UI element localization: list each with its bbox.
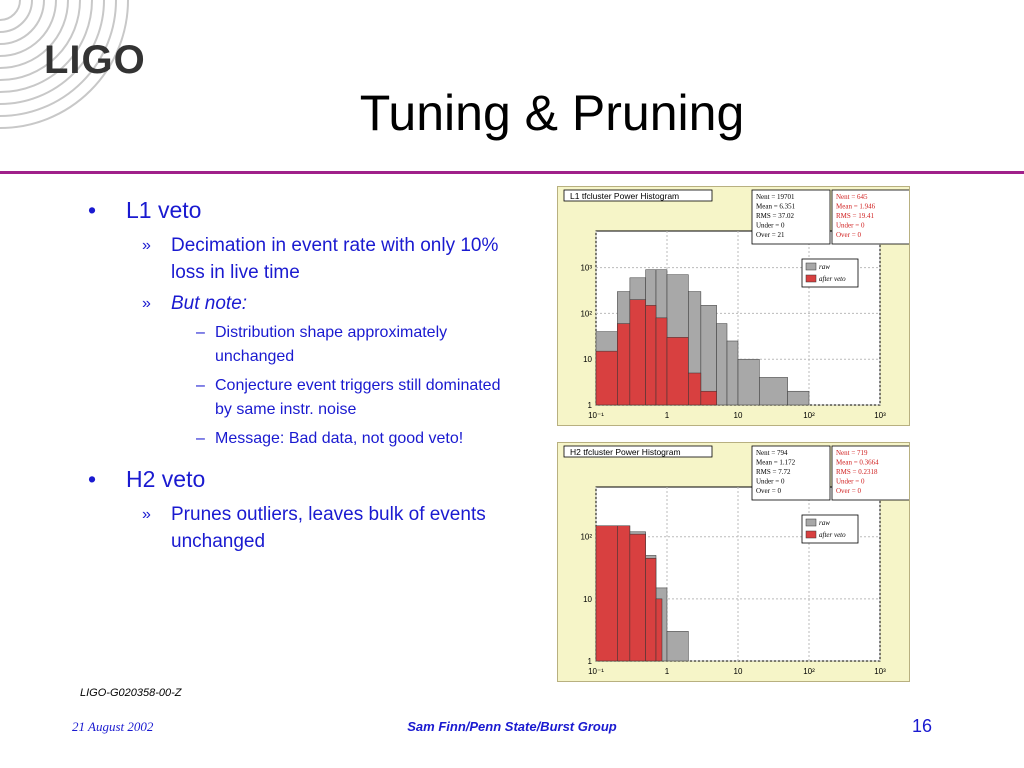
- bullet-text: H2 veto: [126, 466, 206, 492]
- stats-line: Mean = 1.172: [756, 458, 796, 467]
- histogram-bar: [646, 305, 656, 405]
- page-number: 16: [912, 716, 933, 736]
- bullet-text: Message: Bad data, not good veto!: [215, 430, 464, 447]
- x-tick-label: 10²: [803, 667, 815, 676]
- stats-line: Over = 0: [836, 231, 861, 239]
- bullet-text: Decimation in event rate with only 10% loss in live time: [171, 235, 499, 283]
- y-tick-label: 10³: [580, 263, 592, 273]
- x-tick-label: 1: [664, 667, 670, 676]
- bullet-marker: •: [88, 197, 97, 223]
- bullet-item: [80, 465, 510, 493]
- stats-line: Under = 0: [756, 477, 785, 486]
- x-tick-label: 10: [733, 667, 743, 676]
- bullet-marker: –: [196, 324, 205, 341]
- y-tick-label: 10²: [580, 309, 592, 319]
- bullet-marker: –: [196, 377, 205, 394]
- bullet-marker: »: [142, 295, 151, 312]
- stats-line: Under = 0: [836, 221, 865, 230]
- document-id: LIGO-G020358-00-Z: [80, 687, 182, 699]
- histogram-bar: [738, 359, 759, 405]
- x-tick-label: 10²: [803, 411, 815, 420]
- stats-line: RMS = 19.41: [836, 212, 874, 220]
- histogram-bar: [759, 377, 787, 405]
- stats-line: Under = 0: [836, 477, 865, 486]
- legend-label: raw: [819, 263, 830, 271]
- stats-line: Nent = 719: [836, 449, 868, 457]
- histogram-bar: [688, 373, 701, 405]
- title-divider: [0, 171, 1024, 174]
- bullet-list: [80, 196, 510, 559]
- footer-author: Sam Finn/Penn State/Burst Group: [407, 719, 617, 734]
- sub-bullet-item: [80, 232, 510, 286]
- stats-line: Under = 0: [756, 221, 785, 230]
- stats-line: Mean = 6.351: [756, 202, 796, 211]
- x-tick-label: 10³: [874, 411, 886, 420]
- stats-line: Mean = 1.946: [836, 202, 876, 211]
- histogram-bar: [646, 558, 656, 661]
- bullet-text: Conjecture event triggers still dominated by same instr. noise: [215, 377, 501, 418]
- y-tick-label: 10²: [580, 532, 592, 542]
- x-tick-label: 10⁻¹: [588, 667, 604, 676]
- x-tick-label: 10: [733, 411, 743, 420]
- bullet-text: Distribution shape approximately unchanged: [215, 324, 448, 365]
- histogram-bar: [667, 337, 688, 405]
- bullet-marker: »: [142, 506, 151, 523]
- histogram-bar: [596, 351, 617, 405]
- bullet-marker: –: [196, 430, 205, 447]
- histogram-bar: [727, 341, 738, 405]
- footer-date: 21 August 2002: [72, 719, 154, 734]
- histogram-bar: [617, 526, 630, 661]
- legend-label: after veto: [819, 275, 846, 283]
- x-tick-label: 1: [664, 411, 670, 420]
- bullet-text: Prunes outliers, leaves bulk of events unchanged: [171, 504, 486, 552]
- stats-line: Mean = 0.3664: [836, 458, 879, 467]
- stats-line: Over = 21: [756, 231, 785, 239]
- sub-sub-bullet-item: [80, 374, 510, 422]
- stats-line: Nent = 19701: [756, 193, 795, 201]
- histogram-bar: [701, 391, 717, 405]
- histogram-bar: [667, 631, 688, 661]
- x-tick-label: 10³: [874, 667, 886, 676]
- stats-line: Over = 0: [756, 487, 781, 495]
- legend-swatch: [806, 519, 816, 526]
- legend-label: after veto: [819, 531, 846, 539]
- bullet-item: [80, 196, 510, 224]
- stats-line: RMS = 0.2318: [836, 468, 878, 476]
- sub-bullet-item: [80, 290, 510, 317]
- bullet-text: L1 veto: [126, 197, 202, 223]
- histogram-bar: [717, 324, 727, 405]
- histogram-bar: [596, 526, 617, 661]
- sub-bullet-item: [80, 501, 510, 555]
- y-tick-label: 10: [583, 594, 592, 604]
- stats-line: Nent = 645: [836, 193, 868, 201]
- x-tick-label: 10⁻¹: [588, 411, 604, 420]
- stats-line: RMS = 37.02: [756, 212, 794, 220]
- ligo-logo: LIGO: [44, 38, 146, 82]
- bullet-marker: •: [88, 466, 97, 492]
- chart-title: L1 tfcluster Power Histogram: [570, 191, 680, 201]
- histogram-bar: [701, 305, 717, 405]
- sub-sub-bullet-item: [80, 321, 510, 369]
- histogram-bar: [630, 534, 646, 661]
- histogram-bar: [617, 324, 630, 405]
- y-tick-label: 1: [587, 401, 592, 410]
- y-tick-label: 10: [583, 355, 592, 365]
- l1-histogram-svg: [558, 187, 909, 425]
- legend-label: raw: [819, 519, 830, 527]
- legend-swatch: [806, 531, 816, 538]
- l1-histogram-chart: [557, 186, 910, 426]
- bullet-text: But note:: [171, 293, 248, 314]
- bullet-marker: »: [142, 237, 151, 254]
- histogram-bar: [788, 391, 809, 405]
- stats-line: Over = 0: [836, 487, 861, 495]
- histogram-bar: [630, 300, 646, 405]
- h2-histogram-svg: [558, 443, 909, 681]
- stats-line: Nent = 794: [756, 449, 788, 457]
- histogram-bar: [656, 318, 667, 405]
- y-tick-label: 1: [587, 657, 592, 666]
- sub-sub-bullet-item: [80, 427, 510, 451]
- chart-title: H2 tfcluster Power Histogram: [570, 447, 681, 457]
- slide-title: Tuning & Pruning: [359, 85, 745, 141]
- histogram-bar: [656, 599, 662, 661]
- legend-swatch: [806, 263, 816, 270]
- stats-line: RMS = 7.72: [756, 468, 791, 476]
- h2-histogram-chart: [557, 442, 910, 682]
- legend-swatch: [806, 275, 816, 282]
